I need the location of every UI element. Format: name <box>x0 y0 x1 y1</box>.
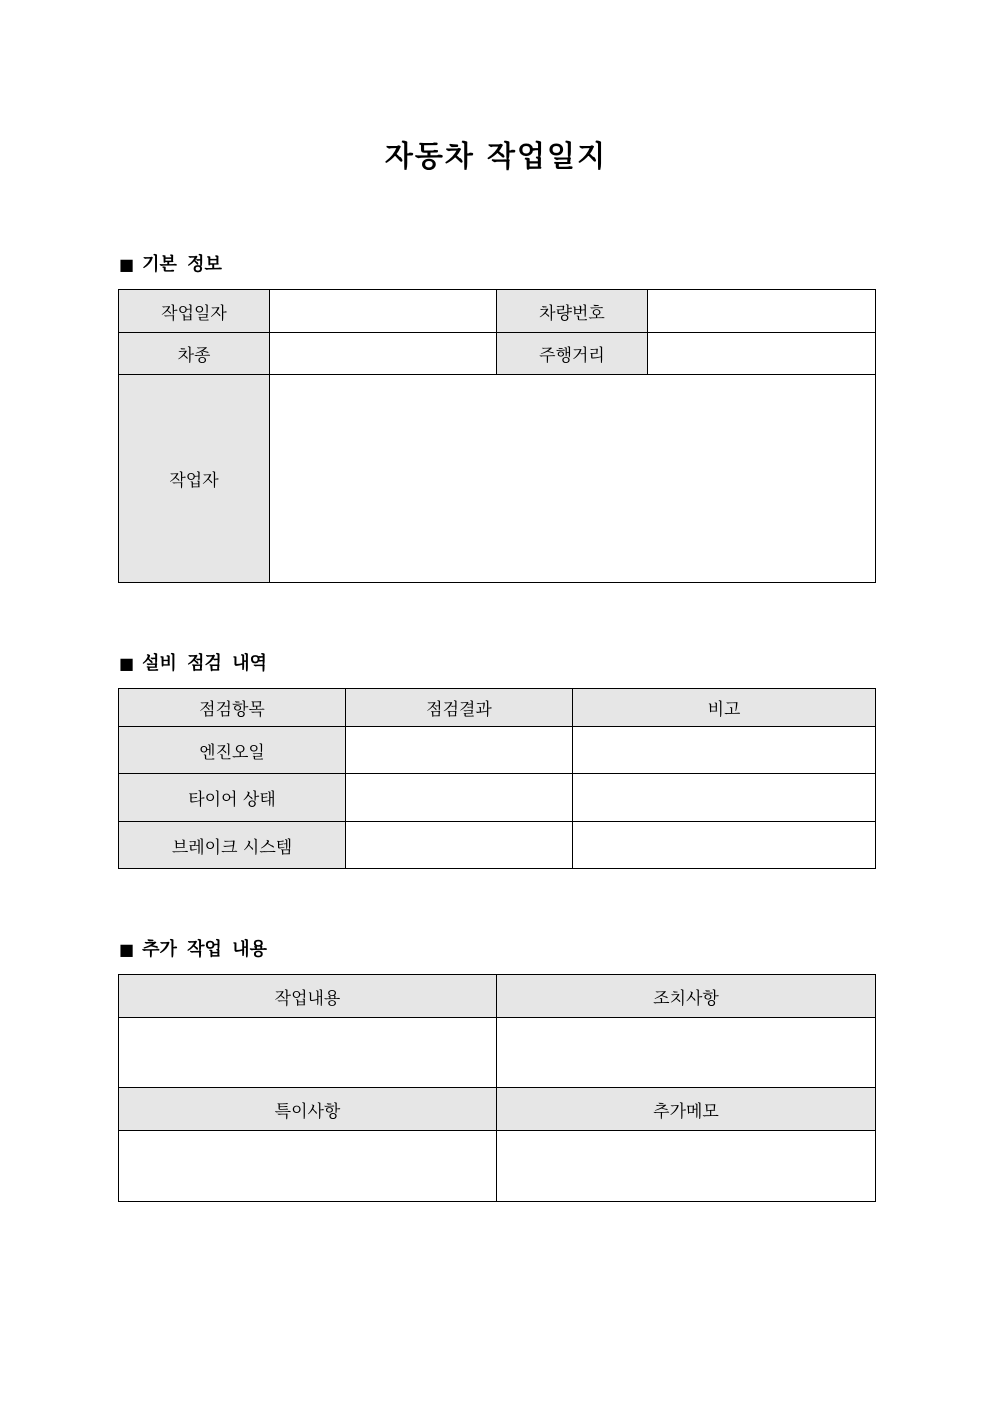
table-row <box>119 727 876 774</box>
inspection-result-field[interactable] <box>346 774 573 822</box>
special-notes-label: 특이사항 <box>119 1088 497 1131</box>
vehicle-type-field[interactable] <box>270 333 497 375</box>
inspection-item-tire-condition: 타이어 상태 <box>119 774 346 822</box>
section-heading-additional <box>119 938 267 962</box>
square-bullet-icon: ■ <box>119 654 135 673</box>
inspection-remarks-field[interactable] <box>573 727 876 774</box>
document-title: 자동차 작업일지 <box>384 139 608 173</box>
inspection-remarks-field[interactable] <box>573 822 876 869</box>
inspection-remarks-field[interactable] <box>573 774 876 822</box>
action-field[interactable] <box>497 1018 876 1088</box>
basic-info-table <box>118 289 876 583</box>
section-heading-basic <box>119 253 222 277</box>
section-heading-inspection <box>119 652 267 676</box>
action-label: 조치사항 <box>497 975 876 1018</box>
work-content-field[interactable] <box>119 1018 497 1088</box>
vehicle-number-field[interactable] <box>648 290 876 333</box>
inspection-item-brake-system: 브레이크 시스템 <box>119 822 346 869</box>
extra-memo-label: 추가메모 <box>497 1088 876 1131</box>
extra-memo-field[interactable] <box>497 1131 876 1202</box>
mileage-field[interactable] <box>648 333 876 375</box>
inspection-table <box>118 688 876 869</box>
square-bullet-icon: ■ <box>119 940 135 959</box>
inspection-item-engine-oil: 엔진오일 <box>119 727 346 774</box>
mileage-label: 주행거리 <box>497 333 648 375</box>
section-heading-basic-label: 기본 정보 <box>142 254 222 275</box>
inspection-header-remarks: 비고 <box>573 689 876 727</box>
additional-work-table <box>118 974 876 1202</box>
inspection-result-field[interactable] <box>346 727 573 774</box>
special-notes-field[interactable] <box>119 1131 497 1202</box>
work-content-label: 작업내용 <box>119 975 497 1018</box>
vehicle-type-label: 차종 <box>119 333 270 375</box>
table-row <box>119 774 876 822</box>
worker-field[interactable] <box>270 375 876 583</box>
section-heading-inspection-label: 설비 점검 내역 <box>142 653 267 674</box>
square-bullet-icon: ■ <box>119 255 135 274</box>
section-heading-additional-label: 추가 작업 내용 <box>142 939 267 960</box>
worker-label: 작업자 <box>119 375 270 583</box>
inspection-result-field[interactable] <box>346 822 573 869</box>
work-date-label: 작업일자 <box>119 290 270 333</box>
vehicle-number-label: 차량번호 <box>497 290 648 333</box>
work-date-field[interactable] <box>270 290 497 333</box>
table-row <box>119 822 876 869</box>
inspection-header-item: 점검항목 <box>119 689 346 727</box>
inspection-header-result: 점검결과 <box>346 689 573 727</box>
